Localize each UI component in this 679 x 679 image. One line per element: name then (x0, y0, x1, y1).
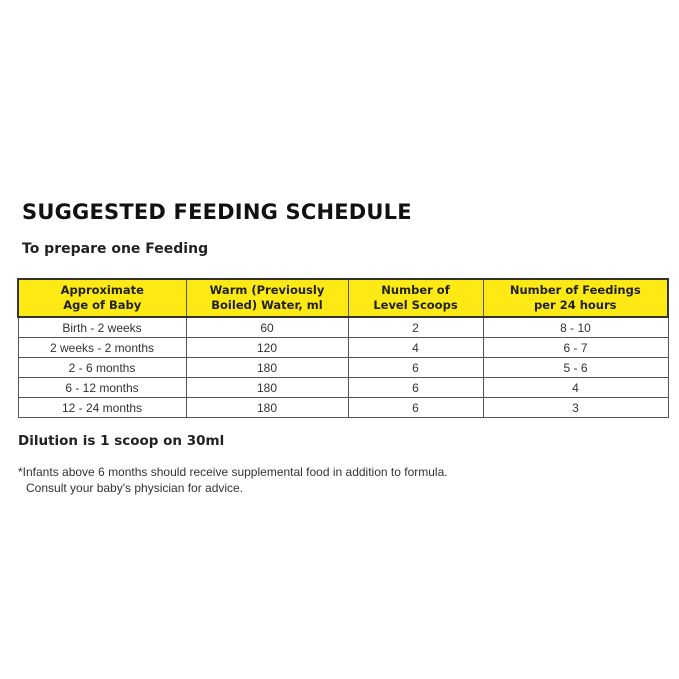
footnote-line-1: *Infants above 6 months should receive supplemental food in addition to formula. (18, 465, 448, 479)
feeding-schedule-table (17, 278, 669, 418)
cell-water: 180 (186, 378, 348, 398)
cell-scoops: 6 (348, 378, 483, 398)
cell-water: 120 (186, 338, 348, 358)
cell-water: 180 (186, 358, 348, 378)
page-subtitle: To prepare one Feeding (22, 241, 209, 257)
table-header-row (18, 279, 668, 317)
cell-water: 180 (186, 398, 348, 418)
cell-age: 2 weeks - 2 months (18, 338, 186, 358)
cell-feedings: 8 - 10 (483, 317, 668, 338)
table-row (18, 378, 668, 398)
dilution-note: Dilution is 1 scoop on 30ml (18, 433, 225, 449)
footnote (18, 464, 448, 496)
cell-age: 12 - 24 months (18, 398, 186, 418)
table-row (18, 338, 668, 358)
cell-scoops: 4 (348, 338, 483, 358)
cell-age: 6 - 12 months (18, 378, 186, 398)
header-age: Approximate Age of Baby (18, 279, 186, 317)
cell-scoops: 2 (348, 317, 483, 338)
cell-water: 60 (186, 317, 348, 338)
cell-feedings: 6 - 7 (483, 338, 668, 358)
table-row (18, 317, 668, 338)
header-scoops: Number of Level Scoops (348, 279, 483, 317)
page-title: SUGGESTED FEEDING SCHEDULE (22, 200, 412, 224)
header-water: Warm (Previously Boiled) Water, ml (186, 279, 348, 317)
cell-feedings: 3 (483, 398, 668, 418)
cell-scoops: 6 (348, 398, 483, 418)
cell-age: Birth - 2 weeks (18, 317, 186, 338)
header-feedings: Number of Feedings per 24 hours (483, 279, 668, 317)
cell-age: 2 - 6 months (18, 358, 186, 378)
cell-feedings: 5 - 6 (483, 358, 668, 378)
table-row (18, 358, 668, 378)
footnote-line-2: Consult your baby's physician for advice. (26, 481, 244, 495)
table-row (18, 398, 668, 418)
cell-scoops: 6 (348, 358, 483, 378)
cell-feedings: 4 (483, 378, 668, 398)
